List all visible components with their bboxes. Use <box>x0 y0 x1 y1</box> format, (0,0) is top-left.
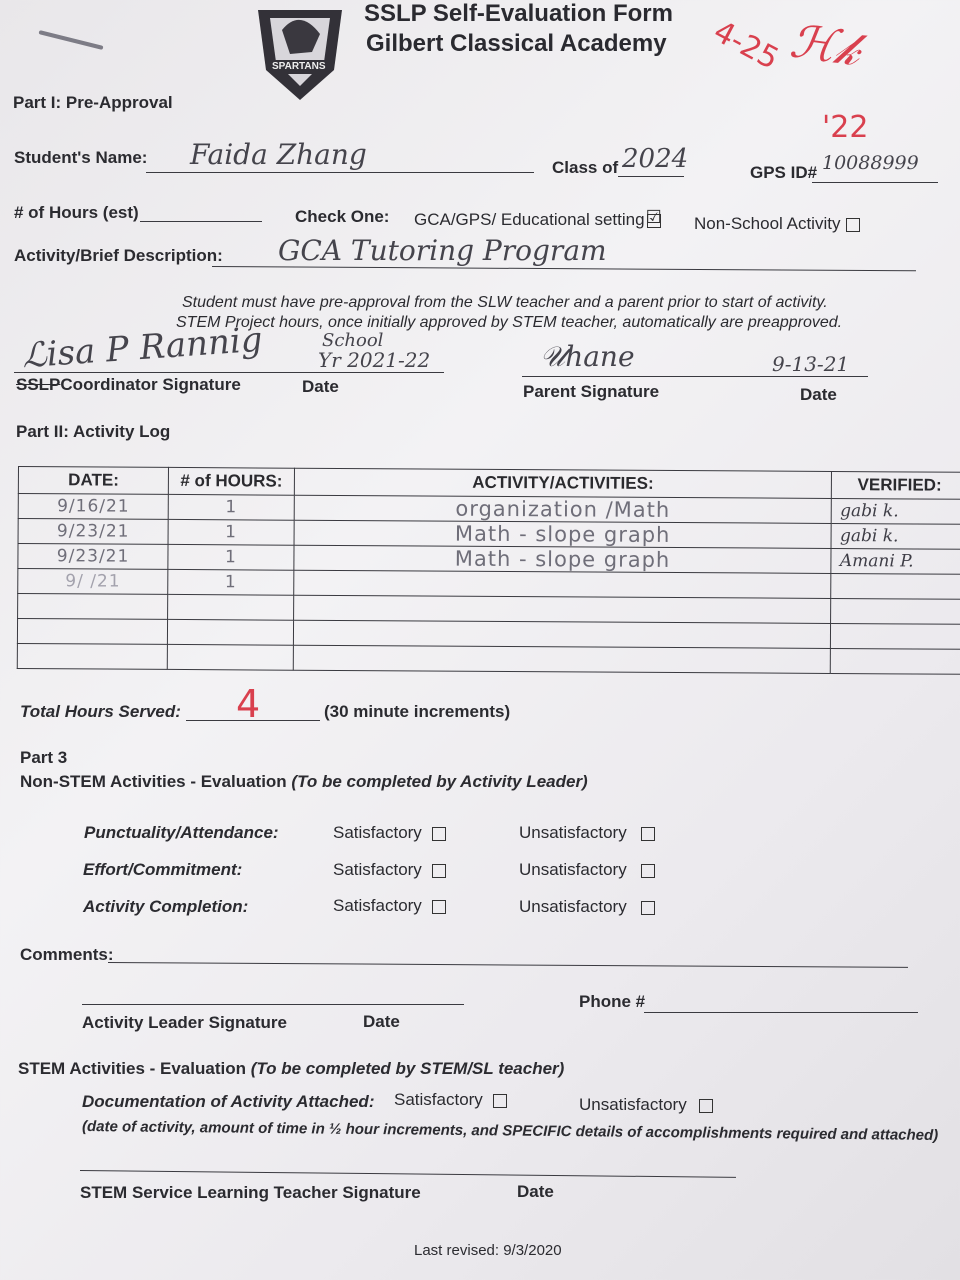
activity-cell <box>293 645 831 673</box>
activity-cell: Math - slope graph <box>294 520 832 548</box>
gca-checkbox-checked[interactable] <box>645 206 662 228</box>
parent-label: Parent Signature <box>523 382 660 401</box>
stem-date-label: Date <box>517 1182 554 1201</box>
stem-signature-line[interactable] <box>80 1170 736 1178</box>
part3-heading: Part 3 <box>20 748 68 767</box>
verified-cell <box>831 573 960 599</box>
option-non-school[interactable] <box>694 214 860 234</box>
hours-line <box>140 221 262 222</box>
satisfactory-label: Satisfactory <box>333 860 422 879</box>
date-cell <box>17 643 167 669</box>
option-gca[interactable] <box>414 206 662 230</box>
parent-date-label: Date <box>800 385 837 404</box>
unsatisfactory-label: Unsatisfactory <box>519 897 627 916</box>
hours-label: # of Hours (est) <box>14 203 139 222</box>
satisfactory-label: Satisfactory <box>333 896 422 915</box>
leader-date-label: Date <box>363 1012 400 1031</box>
coordinator-date-school: School <box>322 330 384 351</box>
coordinator-label-text: Coordinator Signature <box>60 375 241 394</box>
satisfactory-checkbox[interactable] <box>432 827 446 841</box>
gps-label: GPS ID# <box>750 163 818 182</box>
preapproval-note-1: Student must have pre-approval from the SLW teacher and a parent prior to start of activity. <box>182 294 828 311</box>
coordinator-line <box>14 372 444 373</box>
date-cell <box>18 594 168 620</box>
school-logo <box>250 0 350 104</box>
satisfactory-label: Satisfactory <box>394 1090 483 1109</box>
satisfactory-checkbox[interactable] <box>432 900 446 914</box>
coordinator-signature: ℒisa P Rannig <box>20 319 264 377</box>
student-name-value: Faida Zhang <box>190 138 367 171</box>
preapproval-note-2: STEM Project hours, once initially approved by STEM teacher, automatically are preapproved. <box>176 314 843 331</box>
coordinator-label <box>16 375 241 395</box>
form-title: SSLP Self-Evaluation Form <box>364 0 673 27</box>
satisfactory-checkbox[interactable] <box>432 864 446 878</box>
unsatisfactory-checkbox[interactable] <box>699 1099 713 1113</box>
satisfactory-checkbox[interactable] <box>493 1094 507 1108</box>
col-hours: # of HOURS: <box>169 467 295 495</box>
punctuality-unsatisfactory[interactable] <box>519 823 655 843</box>
check-mark-icon: ☑ <box>645 206 662 227</box>
leader-signature-label: Activity Leader Signature <box>82 1013 288 1032</box>
documentation-label: Documentation of Activity Attached: <box>82 1092 375 1111</box>
option-non-school-label: Non-School Activity <box>694 214 841 233</box>
stem-heading <box>18 1059 564 1079</box>
parent-signature: 𝒰hane <box>540 340 635 373</box>
documentation-satisfactory[interactable] <box>394 1090 507 1110</box>
hours-cell <box>168 619 294 645</box>
nonstem-heading <box>20 772 588 792</box>
hours-cell: 1 <box>168 569 294 595</box>
coordinator-date-label: Date <box>302 377 339 396</box>
stem-heading-text: STEM Activities - Evaluation <box>18 1059 246 1078</box>
documentation-unsatisfactory[interactable] <box>579 1095 713 1115</box>
stem-note: (To be completed by STEM/SL teacher) <box>250 1059 565 1078</box>
gps-value: 10088999 <box>822 152 919 174</box>
criterion-completion: Activity Completion: <box>83 897 249 916</box>
col-verified: VERIFIED: <box>832 471 960 499</box>
completion-satisfactory[interactable] <box>333 896 446 916</box>
leader-signature-line[interactable] <box>82 1004 464 1005</box>
date-cell: 9/16/21 <box>18 494 168 520</box>
comments-label: Comments: <box>20 945 114 964</box>
satisfactory-label: Satisfactory <box>333 823 422 842</box>
student-name-label: Student's Name: <box>14 148 148 167</box>
date-cell: 9/ /21 <box>18 569 168 595</box>
unsatisfactory-checkbox[interactable] <box>641 901 655 915</box>
total-hours-label: Total Hours Served: <box>20 702 181 721</box>
total-hours-value: 4 <box>236 682 261 726</box>
last-revised: Last revised: 9/3/2020 <box>414 1242 562 1259</box>
school-name: Gilbert Classical Academy <box>366 30 667 57</box>
completion-unsatisfactory[interactable] <box>519 897 655 917</box>
non-school-checkbox[interactable] <box>846 218 860 232</box>
hours-cell <box>168 594 294 620</box>
effort-unsatisfactory[interactable] <box>519 860 655 880</box>
activity-value: GCA Tutoring Program <box>278 234 607 267</box>
unsatisfactory-checkbox[interactable] <box>641 827 655 841</box>
col-activity: ACTIVITY/ACTIVITIES: <box>294 468 832 498</box>
activity-label: Activity/Brief Description: <box>14 246 223 265</box>
parent-line <box>522 376 868 377</box>
documentation-detail: (date of activity, amount of time in ½ hour increments, and SPECIFIC details of accomplishments required and attached) <box>81 1118 939 1144</box>
unsatisfactory-label: Unsatisfactory <box>519 823 627 842</box>
criterion-punctuality: Punctuality/Attendance: <box>84 823 279 842</box>
nonstem-heading-text: Non-STEM Activities - Evaluation <box>20 772 287 791</box>
verified-cell: gabi k. <box>831 523 960 549</box>
activity-cell <box>293 595 831 623</box>
gps-line <box>812 182 938 183</box>
hours-cell: 1 <box>168 519 294 545</box>
paperclip <box>38 30 103 50</box>
hours-cell <box>168 644 294 670</box>
nonstem-note: (To be completed by Activity Leader) <box>291 772 588 791</box>
total-hours-unit: (30 minute increments) <box>324 702 511 721</box>
red-note-year: '22 <box>822 110 869 145</box>
activity-log-table <box>17 466 960 675</box>
part1-heading: Part I: Pre-Approval <box>13 93 173 112</box>
option-gca-label: GCA/GPS/ Educational setting <box>414 210 645 229</box>
class-of-value: 2024 <box>622 144 689 174</box>
unsatisfactory-label: Unsatisfactory <box>519 860 627 879</box>
verified-cell <box>831 598 960 624</box>
date-cell: 9/23/21 <box>18 544 168 570</box>
class-of-label: Class of <box>552 158 619 177</box>
stem-signature-label: STEM Service Learning Teacher Signature <box>80 1183 421 1202</box>
table-row <box>17 643 960 674</box>
hours-cell: 1 <box>168 494 294 520</box>
verified-cell <box>831 648 960 674</box>
logo-text: SPARTANS <box>272 61 326 72</box>
activity-cell <box>293 570 831 598</box>
activity-cell <box>293 620 831 648</box>
comments-line[interactable] <box>108 962 908 968</box>
red-note-initials: ℋ𝓀 <box>786 13 864 77</box>
unsatisfactory-checkbox[interactable] <box>641 864 655 878</box>
part2-heading: Part II: Activity Log <box>16 422 171 441</box>
red-note-date: 4-25 <box>707 14 785 77</box>
criterion-effort: Effort/Commitment: <box>83 860 243 879</box>
verified-cell: Amani P. <box>831 548 960 574</box>
col-date: DATE: <box>18 467 168 495</box>
date-cell: 9/23/21 <box>18 519 168 545</box>
phone-line[interactable] <box>644 1012 918 1013</box>
effort-satisfactory[interactable] <box>333 860 446 880</box>
activity-cell: Math - slope graph <box>294 545 832 573</box>
verified-cell: gabi k. <box>832 498 960 524</box>
unsatisfactory-label: Unsatisfactory <box>579 1095 687 1114</box>
phone-label: Phone # <box>579 992 646 1011</box>
verified-cell <box>831 623 960 649</box>
hours-cell: 1 <box>168 544 294 570</box>
punctuality-satisfactory[interactable] <box>333 823 446 843</box>
coordinator-date-year: Yr 2021-22 <box>318 348 431 372</box>
coordinator-label-struck: SSLP <box>16 375 61 394</box>
activity-cell: organization /Math <box>294 495 832 523</box>
class-of-line <box>618 176 684 177</box>
date-cell <box>17 619 167 645</box>
check-one-label: Check One: <box>295 207 390 226</box>
parent-date-value: 9-13-21 <box>772 352 850 376</box>
student-name-line <box>146 172 534 173</box>
